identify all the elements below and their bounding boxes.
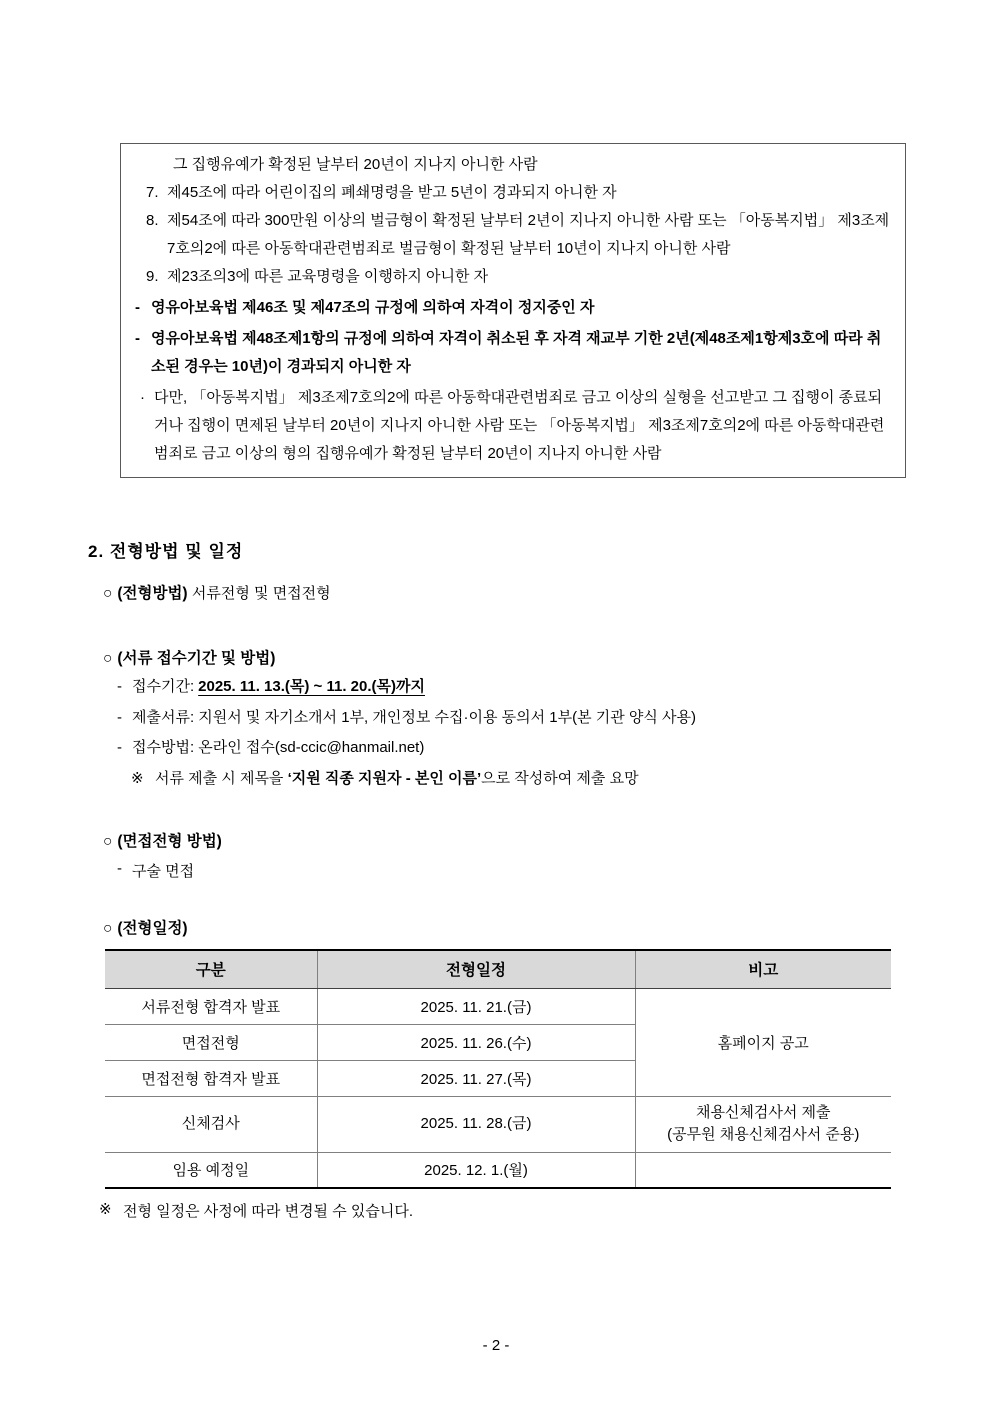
notice-text: 제45조에 따라 어린이집의 폐쇄명령을 받고 5년이 경과되지 아니한 자 (167, 184, 617, 201)
submit-note-prefix: 서류 제출 시 제목을 (155, 769, 288, 787)
schedule-footnote (99, 1200, 413, 1221)
reference-marker: ※ (99, 1201, 112, 1218)
item-number: 8. (146, 212, 159, 229)
circle-bullet: ○ (103, 650, 113, 667)
method-label: (전형방법) (117, 585, 188, 602)
notice-line-revoked (121, 325, 895, 381)
notice-text: 다만, 「아동복지법」 제3조제7호의2에 따른 아동학대관련범죄로 금고 이상의 실형을 선고받고 그 집행이 종료되거나 집행이 면제된 날부터 20년이 지나지 아니한 사람 또는 「아동복지법」 제3조제7호의2에 따른 아동학대관련범죄로 금고 이상의 형의 집행유예가 확정된 날부터 20년이 지나지 아니한 사람 (154, 389, 885, 462)
dash-marker: - (117, 678, 122, 695)
row-note (635, 1152, 891, 1188)
notice-line-item9 (121, 263, 895, 291)
notice-line-suspended (121, 294, 895, 322)
dot-marker: · (140, 389, 145, 406)
row-date: 2025. 11. 26.(수) (317, 1024, 635, 1060)
page-number: - 2 - (482, 1337, 510, 1354)
header-schedule: 전형일정 (317, 950, 635, 988)
interview-item-text: 구술 면접 (132, 863, 195, 880)
schedule-heading-label: (전형일정) (117, 920, 188, 937)
interview-heading (103, 829, 222, 851)
interview-item-line (117, 860, 194, 881)
row-date: 2025. 11. 21.(금) (317, 988, 635, 1024)
item-number: 7. (146, 184, 159, 201)
row-label: 신체검사 (105, 1096, 317, 1152)
notice-text: 영유아보육법 제48조제1항의 규정에 의하여 자격이 취소된 후 자격 재교부 기한 2년(제48조제1항제3호에 따라 취소된 경우는 10년)이 경과되지 아니한 자 (151, 330, 882, 375)
dash-marker: - (135, 299, 140, 316)
row-date: 2025. 11. 28.(금) (317, 1096, 635, 1152)
documents-text: 제출서류: 지원서 및 자기소개서 1부, 개인정보 수집·이용 동의서 1부(본 기관 양식 사용) (132, 708, 697, 726)
item-number: 9. (146, 268, 159, 285)
notice-text: 영유아보육법 제46조 및 제47조의 규정에 의하여 자격이 정지중인 자 (151, 299, 595, 316)
application-items (117, 672, 907, 794)
circle-bullet: ○ (103, 920, 113, 937)
schedule-table-wrapper (105, 949, 891, 1189)
period-label: 접수기간: (132, 678, 195, 695)
application-heading (103, 646, 275, 668)
notice-line-item7 (121, 179, 895, 207)
documents-line (117, 703, 907, 734)
notice-text: 그 집행유예가 확정된 날부터 20년이 지나지 아니한 사람 (173, 156, 538, 173)
reference-marker: ※ (131, 769, 144, 787)
row-note-line1: 채용신체검사서 제출 (695, 1104, 831, 1121)
application-heading-label: (서류 접수기간 및 방법) (117, 650, 276, 667)
row-label: 면접전형 (105, 1024, 317, 1060)
row-date: 2025. 12. 1.(월) (317, 1152, 635, 1188)
notice-line-exception (121, 384, 895, 468)
interview-heading-label: (면접전형 방법) (117, 833, 222, 850)
schedule-heading (103, 916, 188, 938)
section-title: 2. 전형방법 및 일정 (88, 542, 244, 561)
dash-marker: - (117, 708, 122, 726)
period-value: 2025. 11. 13.(목) ~ 11. 20.(목)까지 (198, 678, 425, 695)
row-note-line2: (공무원 채용신체검사서 준용) (667, 1126, 860, 1143)
header-gubun: 구분 (105, 950, 317, 988)
receive-line (117, 733, 907, 764)
row-label: 임용 예정일 (105, 1152, 317, 1188)
dash-marker: - (135, 330, 140, 347)
schedule-table (105, 949, 891, 1189)
row-note (635, 1096, 891, 1152)
table-row (105, 1152, 891, 1188)
dash-marker: - (117, 739, 122, 756)
submit-note-suffix: 으로 작성하여 제출 요망 (481, 769, 639, 787)
notice-text: 제54조에 따라 300만원 이상의 벌금형이 확정된 날부터 2년이 지나지 아니한 사람 또는 「아동복지법」 제3조제7호의2에 따른 아동학대관련범죄로 벌금형이 확정된 날부터 10년이 지나지 아니한 사람 (167, 212, 890, 257)
row-label: 서류전형 합격자 발표 (105, 988, 317, 1024)
notice-line-item8 (121, 207, 895, 263)
header-note: 비고 (635, 950, 891, 988)
period-line (117, 672, 907, 703)
submit-note-text (155, 764, 639, 795)
footnote-text: 전형 일정은 사정에 따라 변경될 수 있습니다. (123, 1203, 413, 1220)
row-label: 면접전형 합격자 발표 (105, 1060, 317, 1096)
table-row (105, 988, 891, 1024)
circle-bullet: ○ (103, 833, 113, 850)
submit-note-line (117, 764, 907, 795)
merged-note-cell: 홈페이지 공고 (635, 988, 891, 1096)
dash-marker: - (117, 860, 122, 877)
row-date: 2025. 11. 27.(목) (317, 1060, 635, 1096)
table-header-row (105, 950, 891, 988)
qualification-notice-box (120, 143, 906, 478)
receive-text: 접수방법: 온라인 접수(sd-ccic@hanmail.net) (132, 739, 425, 756)
method-text: 서류전형 및 면접전형 (191, 585, 331, 602)
method-heading (103, 581, 331, 603)
notice-line-continuation (121, 151, 895, 179)
circle-bullet: ○ (103, 585, 113, 602)
table-row (105, 1096, 891, 1152)
notice-text: 제23조의3에 따른 교육명령을 이행하지 아니한 자 (167, 268, 489, 285)
submit-note-bold: ‘지원 직종 지원자 - 본인 이름’ (287, 769, 482, 787)
period-text (132, 672, 425, 703)
